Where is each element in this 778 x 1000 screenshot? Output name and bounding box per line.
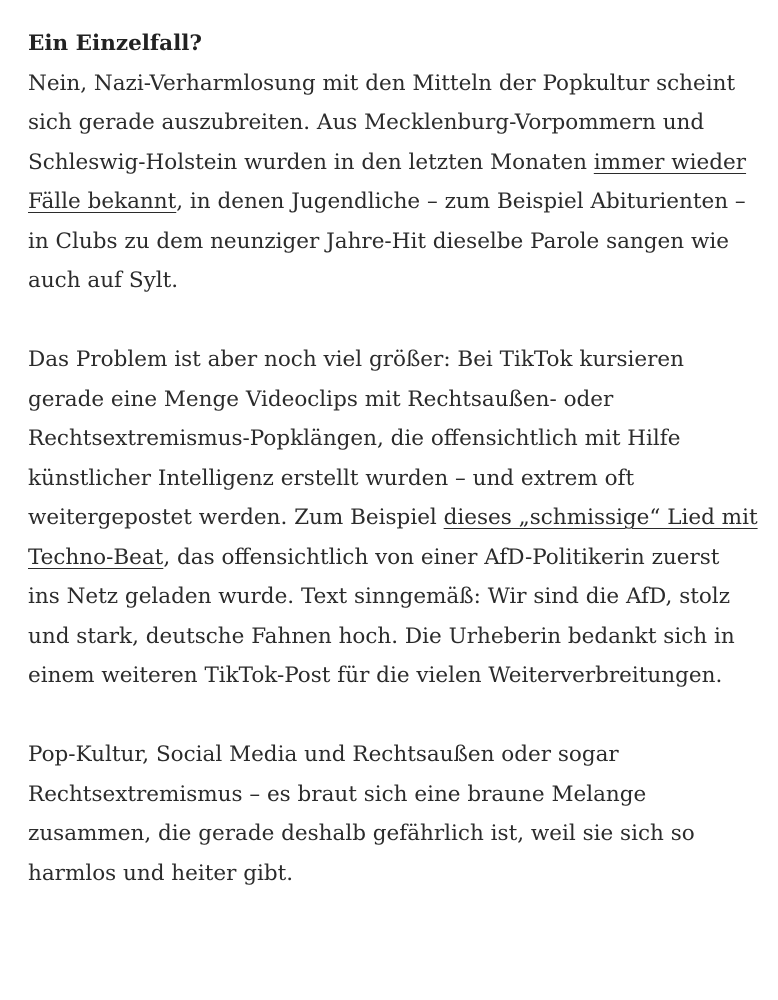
paragraph-text: Pop-Kultur, Social Media und Rechtsaußen oder sogar Rechtsextremismus – es braut sich eine braune Melange zusammen, die gerade deshalb gefährlich ist, weil sie sich so harmlos und heiter gibt. bbox=[28, 742, 695, 886]
paragraph-text: Das Problem ist aber noch viel größer: Bei TikTok kursieren gerade eine Menge Videoclips mit Rechtsaußen- oder Rechtsextremismus-Popklängen, die offensichtlich mit Hilfe künstlicher Intelligenz erstellt wurden – und extrem oft weitergepostet werden. Zum Beispiel bbox=[28, 347, 684, 530]
paragraph-tiktok bbox=[28, 340, 758, 696]
paragraph-melange bbox=[28, 735, 758, 893]
article-body bbox=[28, 24, 758, 933]
paragraph-text: Nein, Nazi-Verharmlosung mit den Mitteln der Popkultur scheint sich gerade auszubreiten. Aus Mecklenburg-Vorpommern und Schleswig-Holstein wurden in den letzten Monaten bbox=[28, 70, 736, 175]
paragraph-text: , in denen Jugendliche – zum Beispiel Abiturienten – in Clubs zu dem neunziger Jahre-Hit dieselbe Parole sangen wie auch auf Sylt. bbox=[28, 189, 746, 293]
paragraph-text: , das offensichtlich von einer AfD-Politikerin zuerst ins Netz geladen wurde. Text sinngemäß: Wir sind die AfD, stolz und stark, deutsche Fahnen hoch. Die Urheberin bedankt sich in einem weiteren TikTok-Post für die vielen Weiterverbreitungen. bbox=[28, 544, 735, 688]
link-schmissiges-lied[interactable]: dieses „schmissige“ Lied mit Techno-Beat bbox=[28, 505, 758, 570]
section-heading: Ein Einzelfall? bbox=[28, 31, 203, 56]
paragraph-einzelfall bbox=[28, 24, 758, 301]
link-faelle-bekannt[interactable]: immer wieder Fälle bekannt bbox=[28, 149, 747, 214]
